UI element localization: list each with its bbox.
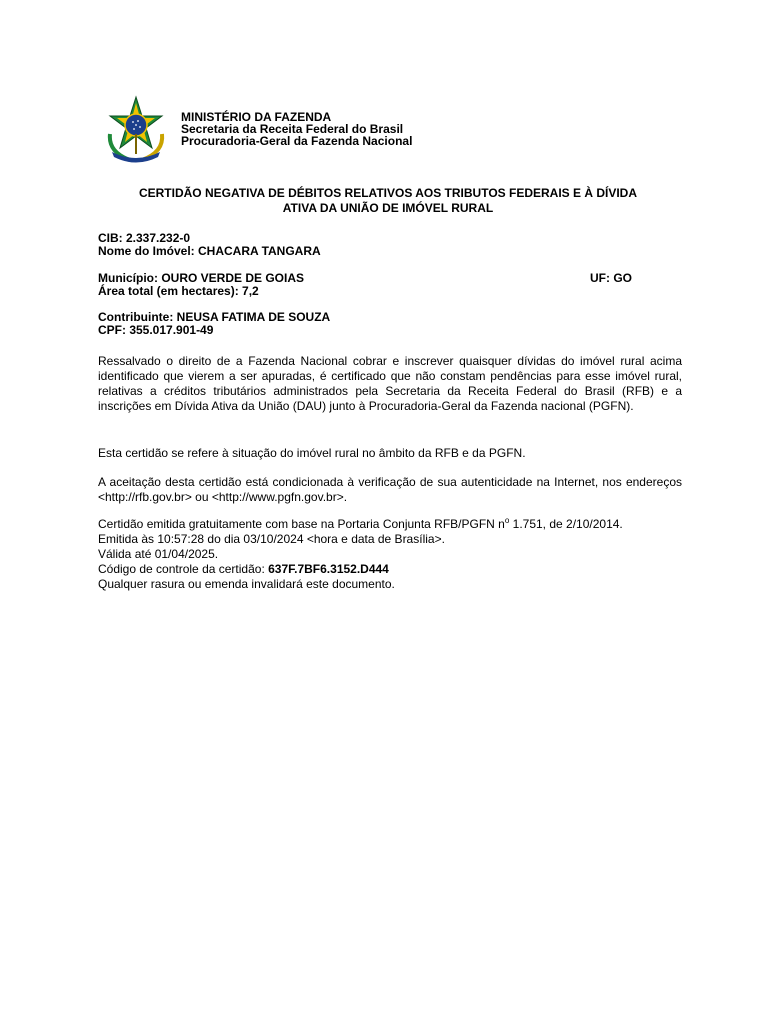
issuance-basis — [98, 517, 682, 532]
procuradoria-name: Procuradoria-Geral da Fazenda Nacional — [181, 134, 413, 148]
control-code-label: Código de controle da certidão: — [98, 562, 269, 576]
valid-until: Válida até 01/04/2025. — [98, 547, 219, 561]
cib-field: CIB: 2.337.232-0 — [98, 231, 191, 245]
title-line-1: CERTIDÃO NEGATIVA DE DÉBITOS RELATIVOS AOS TRIBUTOS FEDERAIS E À DÍVIDA — [138, 186, 638, 200]
tamper-warning: Qualquer rasura ou emenda invalidará este documento. — [98, 577, 395, 591]
coat-of-arms-icon — [100, 94, 172, 166]
taxpayer-info — [98, 311, 330, 337]
cpf-field: CPF: 355.017.901-49 — [98, 323, 214, 337]
secretariat-name: Secretaria da Receita Federal do Brasil — [181, 122, 404, 136]
issuance-details — [98, 517, 682, 592]
issuance-basis-date: 1.751, de 2/10/2014. — [509, 517, 623, 531]
municipality-field: Município: OURO VERDE DE GOIAS — [98, 271, 305, 285]
document-title — [98, 186, 678, 216]
control-code-line — [98, 562, 682, 577]
scope-paragraph: Esta certidão se refere à situação do imóvel rural no âmbito da RFB e da PGFN. — [98, 446, 526, 460]
authenticity-paragraph: A aceitação desta certidão está condicionada à verificação de sua autenticidade na Internet, nos endereços <http://rfb.gov.br> ou <http://www.pgfn.gov.br>. — [98, 475, 682, 504]
ministry-name: MINISTÉRIO DA FAZENDA — [181, 110, 332, 124]
title-line-2: ATIVA DA UNIÃO DE IMÓVEL RURAL — [282, 201, 494, 215]
property-location — [98, 272, 304, 298]
property-identification — [98, 232, 321, 258]
ordinal-indicator: o — [504, 516, 510, 525]
control-code: 637F.7BF6.3152.D444 — [268, 562, 389, 576]
area-field: Área total (em hectares): 7,2 — [98, 284, 259, 298]
property-name-field: Nome do Imóvel: CHACARA TANGARA — [98, 244, 321, 258]
issued-at: Emitida às 10:57:28 do dia 03/10/2024 <hora e data de Brasília>. — [98, 532, 445, 546]
uf-field: UF: GO — [590, 271, 632, 285]
taxpayer-name-field: Contribuinte: NEUSA FATIMA DE SOUZA — [98, 310, 331, 324]
issuance-basis-text: Certidão emitida gratuitamente com base na Portaria Conjunta RFB/PGFN n — [98, 517, 505, 531]
issuer-header — [181, 111, 412, 147]
certification-paragraph: Ressalvado o direito de a Fazenda Nacional cobrar e inscrever quaisquer dívidas do imóvel rural acima identificado que vierem a ser apuradas, é certificado que não constam pendências para esse imóvel rural, relativas a créditos tributários administrados pela Secretaria da Receita Federal do Brasil (RFB) e a inscrições em Dívida Ativa da União (DAU) junto à Procuradoria-Geral da Fazenda nacional (PGFN). — [98, 354, 682, 413]
